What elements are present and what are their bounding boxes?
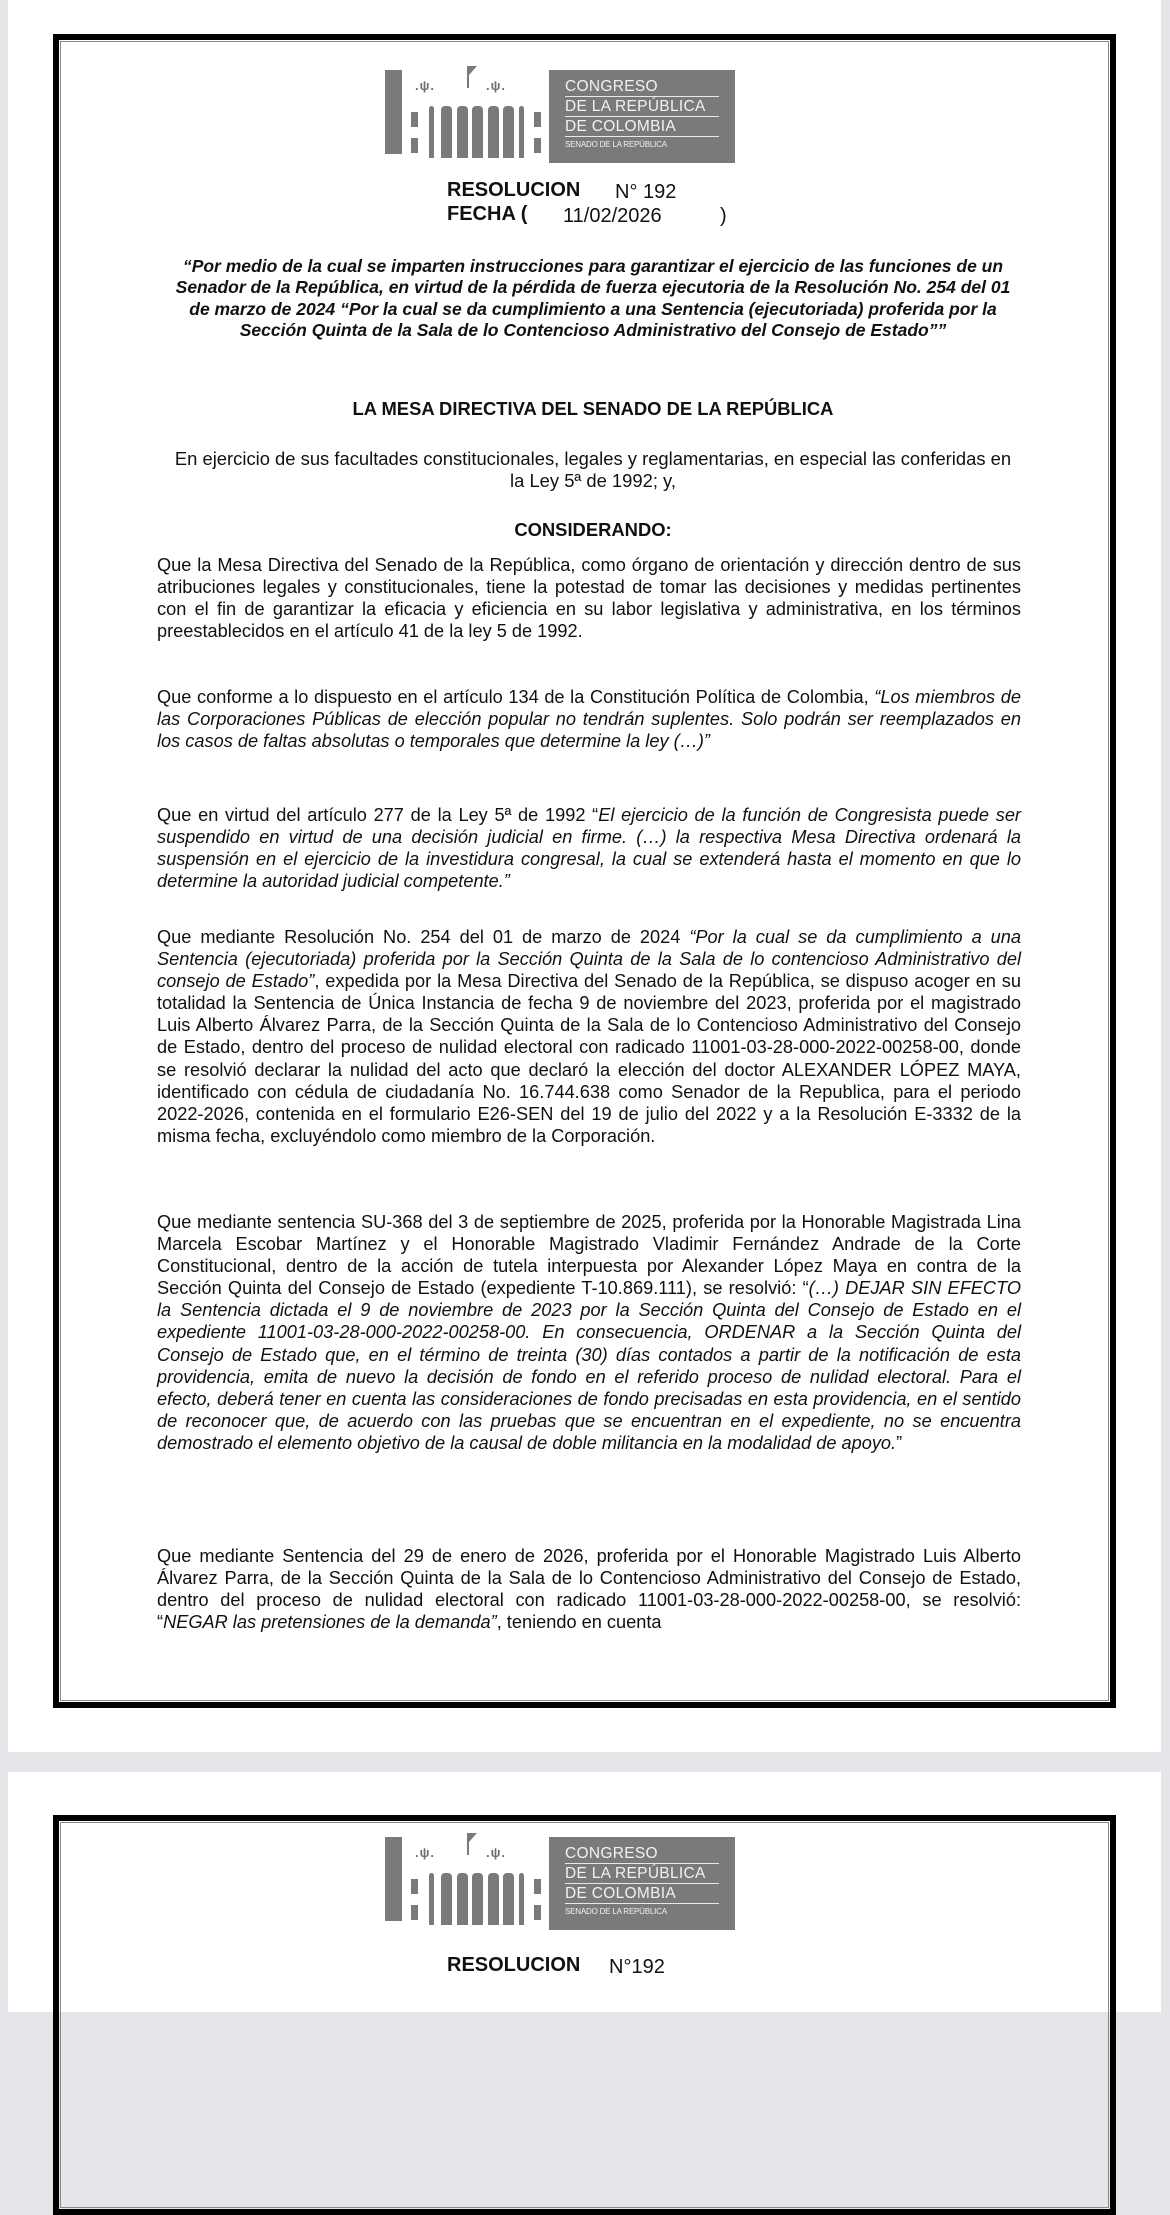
resolution-quote: “Por la cual se da cumplimiento a una Sentencia (ejecutoriada) proferida por la Sección Quinta de la Sala de lo contencioso Administrativo del consejo de Estado” [157,927,1022,992]
paragraph-lead: Que conforme a lo dispuesto en el artículo 134 de la Constitución Política de Colombia, [157,687,875,707]
quote-close: ” [896,1432,903,1453]
logo-line-senado: SENADO DE LA REPÚBLICA [565,1907,667,1916]
considerando-paragraph-6 [157,1545,1021,1633]
logo-ornament-left: .ψ. [415,1845,436,1860]
logo-left-bar [385,1837,402,1921]
logo-ornament-right: .ψ. [486,78,507,93]
logo-line-senado: SENADO DE LA REPÚBLICA [565,140,667,149]
paragraph-rest: , teniendo en cuenta [496,1612,662,1633]
flag-icon [467,66,469,88]
logo-line-colombia: DE COLOMBIA [565,1884,719,1904]
paragraph-lead: Que mediante Sentencia del 29 de enero de 2026, proferida por el Honorable Magistrado Luis Alberto Álvarez Parra, de la Sección Quinta de la Sala de lo Contencioso Administrativo del Consejo de Estado, dentro del proceso de nulidad electoral con radicado 11001-03-28-000-2022-00258-00, se resolvió: “ [157,1546,1021,1633]
logo-text-box [549,1837,735,1930]
logo-stub [534,1905,541,1920]
capitol-column-icon [472,106,483,158]
logo-line-republica: DE LA REPÚBLICA [565,97,719,117]
law-quote: El ejercicio de la función de Congresista puede ser suspendido en virtud de una decisión judicial en firme. (…) la respectiva Mesa Directiva ordenará la suspensión en el ejercicio de la investidura congresal, la cual se extenderá hasta el momento en que lo determine la autoridad judicial competente.” [157,805,1021,892]
paragraph-lead: Que en virtud del artículo 277 de la Ley 5ª de 1992 “ [157,805,599,825]
considerando-paragraph-1 [157,554,1021,642]
capitol-column-icon [429,1873,434,1925]
sentence-quote: (…) DEJAR SIN EFECTO la Sentencia dictada el 9 de noviembre de 2023 por la Sección Quinta del Consejo de Estado en el expediente 11001-03-28-000-2022-00258-00. En consecuencia, ORDENAR a la Sección Quinta del Consejo de Estado que, en el término de treinta (30) días contados a partir de la notificación de esta providencia, emita de nuevo la decisión de fondo en el referido proceso de nulidad electoral. Para el efecto, deberá tener en cuenta las consideraciones de fondo precisadas en esta providencia, en el sentido de reconocer que, de acuerdo con las pruebas que se encuentran en el expediente, no se encuentra demostrado el elemento objetivo de la causal de doble militancia en la modalidad de apoyo. [157,1278,1021,1453]
logo-stub [411,138,418,153]
constitution-quote: “Los miembros de las Corporaciones Públicas de elección popular no tendrán suplentes. Solo podrán ser reemplazados en los casos de faltas absolutas o temporales que determine la ley (…)” [157,687,1021,752]
logo-ornament-left: .ψ. [415,78,436,93]
resolucion-number: N° 192 [615,181,677,203]
congress-logo [385,1835,735,1930]
paragraph-lead: Que mediante Resolución No. 254 del 01 de marzo de 2024 [157,927,690,947]
flag-icon [467,1833,469,1855]
considerando-paragraph-3 [157,804,1021,892]
logo-stub [534,138,541,153]
fecha-date: 11/02/2026 [563,205,662,227]
logo-line-republica: DE LA REPÚBLICA [565,1864,719,1884]
logo-stub [534,1879,541,1894]
resolucion-label: RESOLUCION [447,1954,581,1976]
paragraph-rest: , expedida por la Mesa Directiva del Senado de la República, se dispuso acoger en su totalidad la Sentencia de Única Instancia de fecha 9 de noviembre del 2023, proferida por el magistrado Luis Alberto Álvarez Parra, de la Sección Quinta de la Sala de lo Contencioso Administrativo del Consejo de Estado, dentro del proceso de nulidad electoral con radicado 11001-03-28-000-2022-00258-00, donde se resolvió declarar la nulidad del acto que declaró la elección del doctor ALEXANDER LÓPEZ MAYA, identificado con cédula de ciudadanía No. 16.744.638 como Senador de la Republica, para el periodo 2022-2026, contenida en el formulario E26-SEN del 19 de julio del 2022 y a la Resolución E-3332 de la misma fecha, excluyéndolo como miembro de la Corporación. [157,971,1021,1146]
capitol-column-icon [429,106,434,158]
logo-stub [411,112,418,127]
resolucion-label: RESOLUCION [447,179,581,201]
resolution-title: “Por medio de la cual se imparten instrucciones para garantizar el ejercicio de las funciones de un Senador de la República, en virtud de la pérdida de fuerza ejecutoria de la Resolución No. 254 del 01 de marzo de 2024 “Por la cual se da cumplimiento a una Sentencia (ejecutoriada) proferida por la Sección Quinta de la Sala de lo Contencioso Administrativo del Consejo de Estado”” [175,256,1011,341]
logo-left-bar [385,70,402,154]
logo-text-box [549,70,735,163]
issuer-heading: LA MESA DIRECTIVA DEL SENADO DE LA REPÚBLICA [352,398,834,419]
intro-paragraph: En ejercicio de sus facultades constitucionales, legales y reglamentarias, en especial las conferidas en la Ley 5ª de 1992; y, [174,448,1012,491]
document-page-1 [8,0,1161,1752]
capitol-column-icon [457,1873,468,1925]
capitol-column-icon [503,106,514,158]
logo-stub [411,1879,418,1894]
capitol-column-icon [441,1873,452,1925]
fecha-label: FECHA ( [447,203,528,225]
capitol-column-icon [457,106,468,158]
paragraph-text: Que la Mesa Directiva del Senado de la República, como órgano de orientación y dirección dentro de sus atribuciones legales y constitucionales, tiene la potestad de tomar las decisiones y medidas pertinentes con el fin de garantizar la eficacia y eficiencia en su labor legislativa y administrativa, en los términos preestablecidos en el artículo 41 de la ley 5 de 1992. [157,555,1021,642]
logo-line-colombia: DE COLOMBIA [565,117,719,137]
logo-ornament-right: .ψ. [486,1845,507,1860]
capitol-column-icon [488,106,499,158]
capitol-column-icon [488,1873,499,1925]
fecha-close: ) [720,205,727,227]
paragraph-lead: Que mediante sentencia SU-368 del 3 de septiembre de 2025, proferida por la Honorable Magistrada Lina Marcela Escobar Martínez y el Honorable Magistrado Vladimir Fernández Andrade de la Corte Constitucional, dentro de la acción de tutela interpuesta por Alexander López Maya en contra de la Sección Quinta del Consejo de Estado (expediente T-10.869.111), se resolvió: “ [157,1212,1021,1299]
capitol-column-icon [472,1873,483,1925]
resolucion-number: N°192 [609,1956,665,1978]
considerando-paragraph-4 [157,926,1021,1147]
considerando-heading: CONSIDERANDO: [514,519,672,540]
logo-line-congreso: CONGRESO [565,77,719,97]
considerando-paragraph-2 [157,686,1021,752]
capitol-column-icon [441,106,452,158]
capitol-column-icon [519,1873,524,1925]
capitol-column-icon [503,1873,514,1925]
capitol-column-icon [519,106,524,158]
document-page-2 [8,1772,1161,2012]
logo-line-congreso: CONGRESO [565,1844,719,1864]
congress-logo [385,68,735,163]
considerando-paragraph-5 [157,1211,1021,1454]
ruling-quote: NEGAR las pretensiones de la demanda” [163,1612,497,1633]
logo-stub [534,112,541,127]
logo-stub [411,1905,418,1920]
